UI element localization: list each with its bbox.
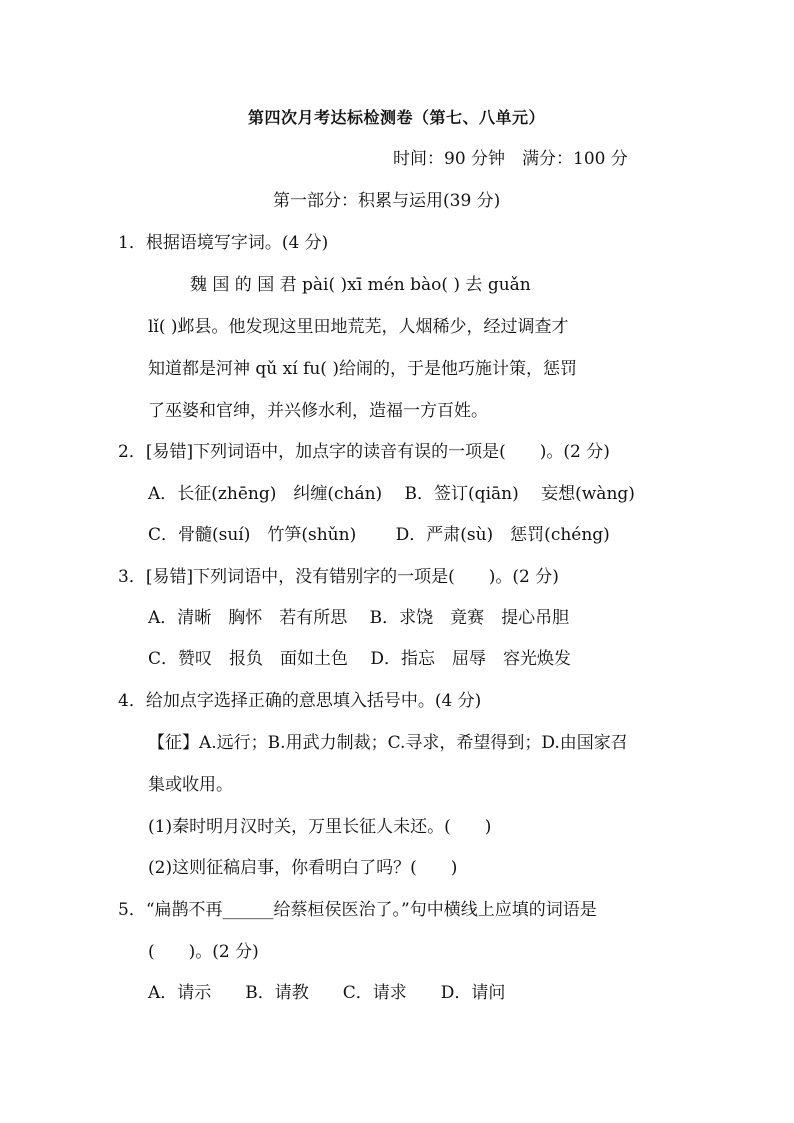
exam-time-info: 时间：90 分钟 满分：100 分 [393,149,628,169]
q2-options-cd: C．骨髓(suí) 竹笋(shǔn) D．严肃(sù) 惩罚(chéng) [148,525,610,545]
q4-definition-line2: 集或收用。 [148,775,233,795]
section-heading: 第一部分：积累与运用(39 分) [273,191,501,211]
q4-sentence-1: (1)秦时明月汉时关，万里长征人未还。( ) [148,817,492,837]
q4-stem: 4．给加点字选择正确的意思填入括号中。(4 分) [118,691,482,711]
q4-sentence-2: (2)这则征稿启事，你看明白了吗？( ) [148,858,458,878]
q5-stem: 5．“扁鹊不再______给蔡桓侯医治了。”句中横线上应填的词语是 [118,900,597,920]
q1-line1: 魏 国 的 国 君 pài( )xī mén bào( ) 去 guǎn [190,275,531,295]
q1-stem: 1．根据语境写字词。(4 分) [118,233,329,253]
q1-line4: 了巫婆和官绅，并兴修水利，造福一方百姓。 [148,401,488,421]
q5-stem-line2: ( )。(2 分) [148,942,259,962]
q2-options-ab: A．长征(zhēng) 纠缠(chán) B．签订(qiān) 妄想(wàng) [148,484,635,504]
exam-title: 第四次月考达标检测卷（第七、八单元） [248,108,546,127]
q3-stem: 3．[易错]下列词语中，没有错别字的一项是( )。(2 分) [118,567,559,587]
q1-line3: 知道都是河神 qǔ xí fu( )给闹的，于是他巧施计策，惩罚 [148,359,577,379]
q1-line2: lǐ( )邺县。他发现这里田地荒芜，人烟稀少，经过调查才 [148,317,569,337]
q5-options: A．请示 B．请教 C．请求 D．请问 [148,983,506,1003]
q3-options-cd: C．赞叹 报负 面如土色 D．指忘 屈辱 容光焕发 [148,649,572,669]
q2-stem: 2．[易错]下列词语中，加点字的读音有误的一项是( )。(2 分) [118,442,610,462]
q3-options-ab: A．清晰 胸怀 若有所思 B．求饶 竟赛 提心吊胆 [148,608,570,628]
q4-definition-line1: 【征】A.远行；B.用武力制裁；C.寻求，希望得到；D.由国家召 [148,733,628,753]
